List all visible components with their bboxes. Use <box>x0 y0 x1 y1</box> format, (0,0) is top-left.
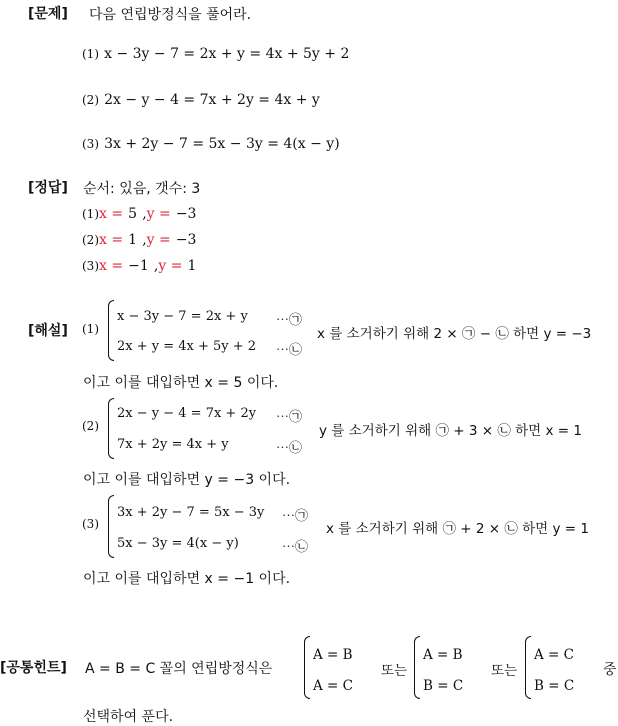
hint-system-1-eq-1: A = B <box>313 647 353 663</box>
answer-x-value: 5 <box>128 206 138 222</box>
hint-system-2-eq-2: B = C <box>423 678 464 694</box>
answer-y-name: y = <box>146 206 171 222</box>
answer-y-name: y = <box>158 258 183 274</box>
left-brace-top <box>525 636 531 668</box>
answer-item-2 <box>82 229 196 248</box>
solution-step-number: (2) <box>82 419 99 433</box>
answer-y-value: −3 <box>175 232 197 248</box>
left-brace-bottom <box>108 330 114 361</box>
solution-method: y 를 소거하기 위해 ㉠ + 3 × ㉡ 하면 x = 1 <box>319 423 582 439</box>
hint-label: [공통힌트] <box>0 660 67 676</box>
problem-item-1 <box>82 43 349 62</box>
problem-item-number: (2) <box>82 93 99 107</box>
problem-item-3 <box>82 133 340 152</box>
equation-tag-2: ⋯㉡ <box>276 441 303 456</box>
left-brace-top <box>108 300 114 331</box>
problem-item-expression: 2x − y − 4 = 7x + 2y = 4x + y <box>104 92 320 108</box>
answer-order-info: 순서: 있음, 갯수: 3 <box>83 181 201 197</box>
solution-equation-2: 2x + y = 4x + 5y + 2 <box>117 339 257 354</box>
solution-method: x 를 소거하기 위해 ㉠ + 2 × ㉡ 하면 y = 1 <box>326 521 589 537</box>
hint-or-1: 또는 <box>381 663 408 679</box>
problem-label: [문제] <box>28 6 68 22</box>
hint-intro: A = B = C 꼴의 연립방정식은 <box>85 661 273 677</box>
hint-system-1-eq-2: A = C <box>313 678 353 694</box>
answer-separator: , <box>142 206 147 222</box>
answer-item-number: (3) <box>82 259 99 273</box>
problem-item-number: (1) <box>82 47 99 61</box>
answer-x-name: x = <box>99 232 124 248</box>
problem-item-expression: 3x + 2y − 7 = 5x − 3y = 4(x − y) <box>104 136 340 152</box>
solution-step-number: (1) <box>82 322 99 336</box>
hint-system-3-eq-2: B = C <box>534 678 575 694</box>
equation-tag-1: ⋯㉠ <box>282 509 309 524</box>
solution-equation-1: 2x − y − 4 = 7x + 2y <box>117 406 257 421</box>
hint-tail: 중 <box>603 662 617 678</box>
problem-instruction: 다음 연립방정식을 풀어라. <box>89 7 252 23</box>
solution-label: [해설] <box>28 323 68 339</box>
solution-equation-1: 3x + 2y − 7 = 5x − 3y <box>117 505 265 520</box>
left-brace-top <box>108 398 114 429</box>
answer-item-number: (2) <box>82 233 99 247</box>
solution-method: x 를 소거하기 위해 2 × ㉠ − ㉡ 하면 y = −3 <box>317 326 592 342</box>
left-brace-bottom <box>525 667 531 699</box>
answer-separator: , <box>153 258 159 274</box>
answer-label: [정답] <box>28 180 68 196</box>
answer-y-value: 1 <box>187 258 197 274</box>
hint-system-2-eq-1: A = B <box>423 647 463 663</box>
left-brace-bottom <box>304 667 310 699</box>
problem-item-expression: x − 3y − 7 = 2x + y = 4x + 5y + 2 <box>104 46 350 62</box>
left-brace-bottom <box>108 526 114 558</box>
solution-equation-1: x − 3y − 7 = 2x + y <box>117 309 248 324</box>
equation-tag-1: ⋯㉠ <box>276 410 303 425</box>
answer-item-number: (1) <box>82 207 99 221</box>
solution-conclusion: 이고 이를 대입하면 y = −3 이다. <box>83 472 291 488</box>
answer-separator: , <box>142 232 147 248</box>
solution-equation-2: 5x − 3y = 4(x − y) <box>117 536 239 551</box>
answer-x-value: −1 <box>128 258 149 274</box>
problem-item-2 <box>82 89 320 108</box>
left-brace-bottom <box>108 428 114 459</box>
solution-step-number: (3) <box>82 517 99 531</box>
problem-item-number: (3) <box>82 137 99 151</box>
equation-tag-1: ⋯㉠ <box>276 313 303 328</box>
left-brace-top <box>304 636 310 668</box>
equation-tag-2: ⋯㉡ <box>282 540 309 555</box>
answer-y-value: −3 <box>175 206 197 222</box>
answer-item-1 <box>82 203 196 222</box>
hint-system-3-eq-1: A = C <box>534 647 574 663</box>
equation-tag-2: ⋯㉡ <box>276 343 303 358</box>
answer-x-name: x = <box>99 258 124 274</box>
solution-conclusion: 이고 이를 대입하면 x = 5 이다. <box>83 375 279 391</box>
hint-or-2: 또는 <box>491 663 518 679</box>
answer-item-3 <box>82 255 196 274</box>
solution-equation-2: 7x + 2y = 4x + y <box>117 437 229 452</box>
left-brace-bottom <box>414 667 420 699</box>
answer-x-name: x = <box>99 206 124 222</box>
left-brace-top <box>108 495 114 527</box>
solution-conclusion: 이고 이를 대입하면 x = −1 이다. <box>83 571 291 587</box>
answer-y-name: y = <box>146 232 171 248</box>
answer-x-value: 1 <box>128 232 138 248</box>
hint-continuation: 선택하여 푼다. <box>83 709 174 725</box>
left-brace-top <box>414 636 420 668</box>
